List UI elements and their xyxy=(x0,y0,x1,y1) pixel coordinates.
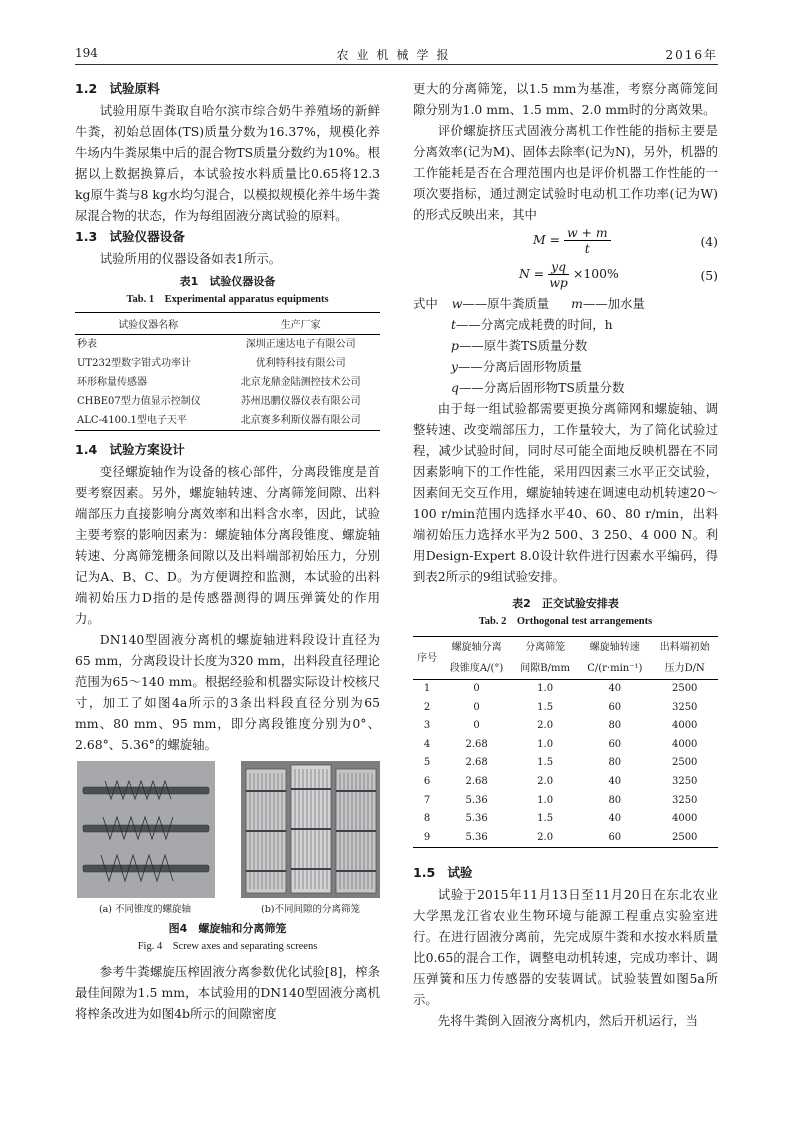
manufacturer-cell: 苏州迅鹏仪器仪表有限公司 xyxy=(240,395,361,407)
run-number-cell: 2 xyxy=(423,701,431,713)
speed-cell: 60 xyxy=(608,701,622,713)
taper-cell: 5.36 xyxy=(465,794,488,806)
pressure-cell: 3250 xyxy=(671,775,698,787)
orthogonal-design-paragraph: 由于每一组试验都需要更换分离筛网和螺旋轴、调整转速、改变端部压力，工作量较大，为了简化试验过程，减少试验时间，同时尽可能全面地反映机器在不同因素影响下的工作性能，采用四因素三水平正交试验，因素间无交互作用，螺旋轴转速在调速电动机转速20～100 r/min范围内选择水平40、60、80 r/min，出料端初始压力选择水平为2 500、3 250、4 000 N。利用Design-Expert 8.0设计软件进行因素水平编码，得到表2所示的9组试验安排。 xyxy=(413,401,718,584)
pressure-cell: 4000 xyxy=(671,720,698,732)
table-1-header-instrument: 试验仪器名称 xyxy=(75,313,221,335)
table-row xyxy=(75,373,380,392)
gap-cell: 2.0 xyxy=(537,775,554,787)
gap-cell: 1.5 xyxy=(537,701,554,713)
table-2-header-d-bottom: 压力D/N xyxy=(651,658,718,680)
design-paragraph-2: DN140型固液分离机的螺旋轴进料段设计直径为65 mm，分离段设计长度为320 mm，出料段直径理论范围为65～140 mm。根据经验和机器实际设计校核尺寸，加工了如图4a所示的3条出料段直径分别为65 mm、80 mm、95 mm，即分离段锥度分别为0°、2.68°、5.36°的螺旋轴。 xyxy=(75,632,380,752)
table-2-header-a-top: 螺旋轴分离 xyxy=(451,642,502,653)
speed-cell: 80 xyxy=(608,757,622,769)
instrument-name-cell: UT232型数字钳式功率计 xyxy=(77,357,192,369)
pressure-cell: 2500 xyxy=(671,757,698,769)
run-number-cell: 9 xyxy=(423,831,431,843)
pressure-cell: 4000 xyxy=(671,738,698,750)
run-number-cell: 6 xyxy=(423,775,431,787)
figure-4b-caption: (b)不同间隙的分离筛笼 xyxy=(261,904,360,915)
table-row xyxy=(413,680,718,699)
equation-5: N = $\frac{yq}{wp}$ ×100% (5) xyxy=(519,259,718,290)
publication-year: 2016年 xyxy=(665,48,718,62)
pressure-cell: 2500 xyxy=(671,683,698,694)
taper-cell: 0 xyxy=(473,720,480,732)
table-2-header-b-bottom: 间隙B/mm xyxy=(512,658,578,680)
speed-cell: 40 xyxy=(608,813,622,825)
table-row xyxy=(413,736,718,755)
table-1-grid xyxy=(75,312,380,431)
speed-cell: 60 xyxy=(608,831,622,843)
taper-cell: 0 xyxy=(473,683,480,694)
table-row xyxy=(413,699,718,718)
table-row xyxy=(75,335,380,355)
pressure-cell: 2500 xyxy=(671,831,698,843)
manufacturer-cell: 北京赛多利斯仪器有限公司 xyxy=(240,414,361,426)
table-1-header-maker: 生产厂家 xyxy=(221,313,380,335)
screen-gap-continuation: 更大的分离筛笼，以1.5 mm为基准，考察分离筛笼间隙分别为1.0 mm、1.5 mm、2.0 mm时的分离效果。 xyxy=(413,81,718,117)
section-heading-1-2: 1.2 试验原料 xyxy=(75,81,160,96)
right-column xyxy=(413,78,718,1031)
table-1-title-en: Tab. 1 Experimental apparatus equipments xyxy=(126,294,329,305)
gap-cell: 2.0 xyxy=(537,720,554,732)
variable-definitions: 式中 w——原牛粪质量 m——加水量 t——分离完成耗费的时间，h p——原牛粪TS质量分数 y——分离后固形物质量 q——分离后固形物TS质量分数 xyxy=(413,296,645,395)
table-row xyxy=(75,354,380,373)
gap-cell: 1.5 xyxy=(537,757,554,769)
table-row xyxy=(413,829,718,848)
table-row xyxy=(413,754,718,773)
table-row xyxy=(413,717,718,736)
table-2-header-index: 序号 xyxy=(413,637,441,680)
screen-gap-paragraph: 参考牛粪螺旋压榨固液分离参数优化试验[8]，榨条最佳间隙为1.5 mm，本试验用的DN140型固液分离机将榨条改进为如图4b所示的间隙密度 xyxy=(75,964,380,1021)
pressure-cell: 3250 xyxy=(671,794,698,806)
instrument-name-cell: 环形称量传感器 xyxy=(77,376,147,388)
table-2-header-c-bottom: C/(r·min⁻¹) xyxy=(578,658,651,680)
figure-4-title-en: Fig. 4 Screw axes and separating screens xyxy=(137,941,318,952)
table-row xyxy=(413,792,718,811)
instrument-name-cell: CHBE07型力值显示控制仪 xyxy=(77,395,201,407)
taper-cell: 2.68 xyxy=(465,738,488,750)
gap-cell: 1.0 xyxy=(537,683,554,694)
taper-cell: 2.68 xyxy=(465,757,488,769)
manufacturer-cell: 深圳正速达电子有限公司 xyxy=(245,338,356,350)
section-heading-1-4: 1.4 试验方案设计 xyxy=(75,442,185,457)
equipment-paragraph: 试验所用的仪器设备如表1所示。 xyxy=(99,251,282,266)
run-number-cell: 8 xyxy=(423,813,431,825)
figure-4a-caption: (a) 不同锥度的螺旋轴 xyxy=(98,904,192,915)
speed-cell: 40 xyxy=(608,683,622,694)
procedure-paragraph: 先将牛粪倒入固液分离机内，然后开机运行，当 xyxy=(437,1013,698,1029)
section-heading-1-5: 1.5 试验 xyxy=(413,865,473,881)
gap-cell: 2.0 xyxy=(537,831,554,843)
gap-cell: 1.0 xyxy=(537,794,554,806)
figure-4-photos xyxy=(75,761,380,915)
experiment-paragraph: 试验于2015年11月13日至11月20日在东北农业大学黑龙江省农业生物环境与能源工程重点实验室进行。在进行固液分离前，先完成原牛粪和水按水料质量比0.65的混合工作，调整电动机转速，完成功率计、调压弹簧和压力传感器的安装调试。试验装置如图5a所示。 xyxy=(413,887,718,1008)
table-2-title-en: Tab. 2 Orthogonal test arrangements xyxy=(478,616,653,627)
run-number-cell: 4 xyxy=(423,738,431,750)
table-row xyxy=(75,392,380,411)
table-1-title-zh: 表1 试验仪器设备 xyxy=(179,275,276,288)
gap-cell: 1.0 xyxy=(537,738,554,750)
instrument-name-cell: ALC-4100.1型电子天平 xyxy=(77,414,187,426)
evaluation-paragraph: 评价螺旋挤压式固液分离机工作性能的指标主要是分离效率(记为M)、固体去除率(记为N)，另外，机器的工作能耗是否在合理范围内也是评价机器工作性能的一项次要指标，通过测定试验时电动机工作功率(记为W)的形式反映出来，其中 xyxy=(413,123,718,222)
table-2-header-c-top: 螺旋轴转速 xyxy=(589,642,640,653)
table-row xyxy=(75,411,380,431)
materials-paragraph: 试验用原牛粪取自哈尔滨市综合奶牛养殖场的新鲜牛粪，初始总固体(TS)质量分数为16.37%，规模化养牛场内牛粪尿集中后的混合物TS质量分数约为10%。根据以上数据换算后，本试验按水料质量比0.65将12.3 kg原牛粪与8 kg水均匀混合，以模拟规模化养牛场牛粪尿混合物的状态，作为每组固液分离试验的原料。 xyxy=(75,103,380,223)
equation-5-tag: (5) xyxy=(700,268,718,283)
taper-cell: 0 xyxy=(473,701,480,713)
manufacturer-cell: 优利特科技有限公司 xyxy=(255,357,346,369)
table-row xyxy=(413,773,718,792)
page-number: 194 xyxy=(75,46,98,60)
taper-cell: 2.68 xyxy=(465,775,488,787)
table-2 xyxy=(413,595,718,848)
table-2-title-zh: 表2 正交试验安排表 xyxy=(512,597,619,610)
manufacturer-cell: 北京龙鼎金陆测控技术公司 xyxy=(240,376,361,388)
gap-cell: 1.5 xyxy=(537,813,554,825)
speed-cell: 80 xyxy=(608,720,622,732)
pressure-cell: 3250 xyxy=(671,701,698,713)
table-2-grid xyxy=(413,636,718,848)
separating-screens-photo xyxy=(241,761,380,898)
table-2-header-b-top: 分离筛笼 xyxy=(525,642,566,653)
journal-name: 农业机械学报 xyxy=(336,48,457,62)
run-number-cell: 3 xyxy=(423,720,431,732)
run-number-cell: 1 xyxy=(423,683,431,694)
speed-cell: 60 xyxy=(608,738,622,750)
screw-axes-photo xyxy=(77,761,215,898)
table-1 xyxy=(75,273,380,431)
taper-cell: 5.36 xyxy=(465,813,488,825)
running-header xyxy=(75,44,718,65)
equation-4-tag: (4) xyxy=(700,234,718,249)
design-paragraph-1: 变径螺旋轴作为设备的核心部件，分离段锥度是首要考察因素。另外，螺旋轴转速、分离筛笼间隙、出料端部压力直接影响分离效率和出料含水率，因此，试验主要考察的影响因素为：螺旋轴体分离段锥度、螺旋轴转速、分离筛笼栅条间隙以及出料端部初始压力，分别记为A、B、C、D。为方便调控和监测，本试验的出料端初始压力D指的是传感器测得的调压弹簧处的作用力。 xyxy=(75,464,380,626)
table-2-header-d-top: 出料端初始 xyxy=(659,642,710,653)
taper-cell: 5.36 xyxy=(465,831,488,843)
section-heading-1-3: 1.3 试验仪器设备 xyxy=(75,229,185,244)
speed-cell: 40 xyxy=(608,775,622,787)
instrument-name-cell: 秒表 xyxy=(77,338,97,350)
table-row xyxy=(413,810,718,829)
left-column xyxy=(75,78,380,1024)
speed-cell: 80 xyxy=(608,794,622,806)
table-2-header-a-bottom: 段锥度A/(°) xyxy=(441,658,512,680)
pressure-cell: 4000 xyxy=(671,813,698,825)
run-number-cell: 5 xyxy=(423,757,431,769)
run-number-cell: 7 xyxy=(423,794,431,806)
equation-4: M = $\frac{w + m}{t}$ (4) xyxy=(533,225,718,256)
figure-4-title-zh: 图4 螺旋轴和分离筛笼 xyxy=(168,922,287,935)
